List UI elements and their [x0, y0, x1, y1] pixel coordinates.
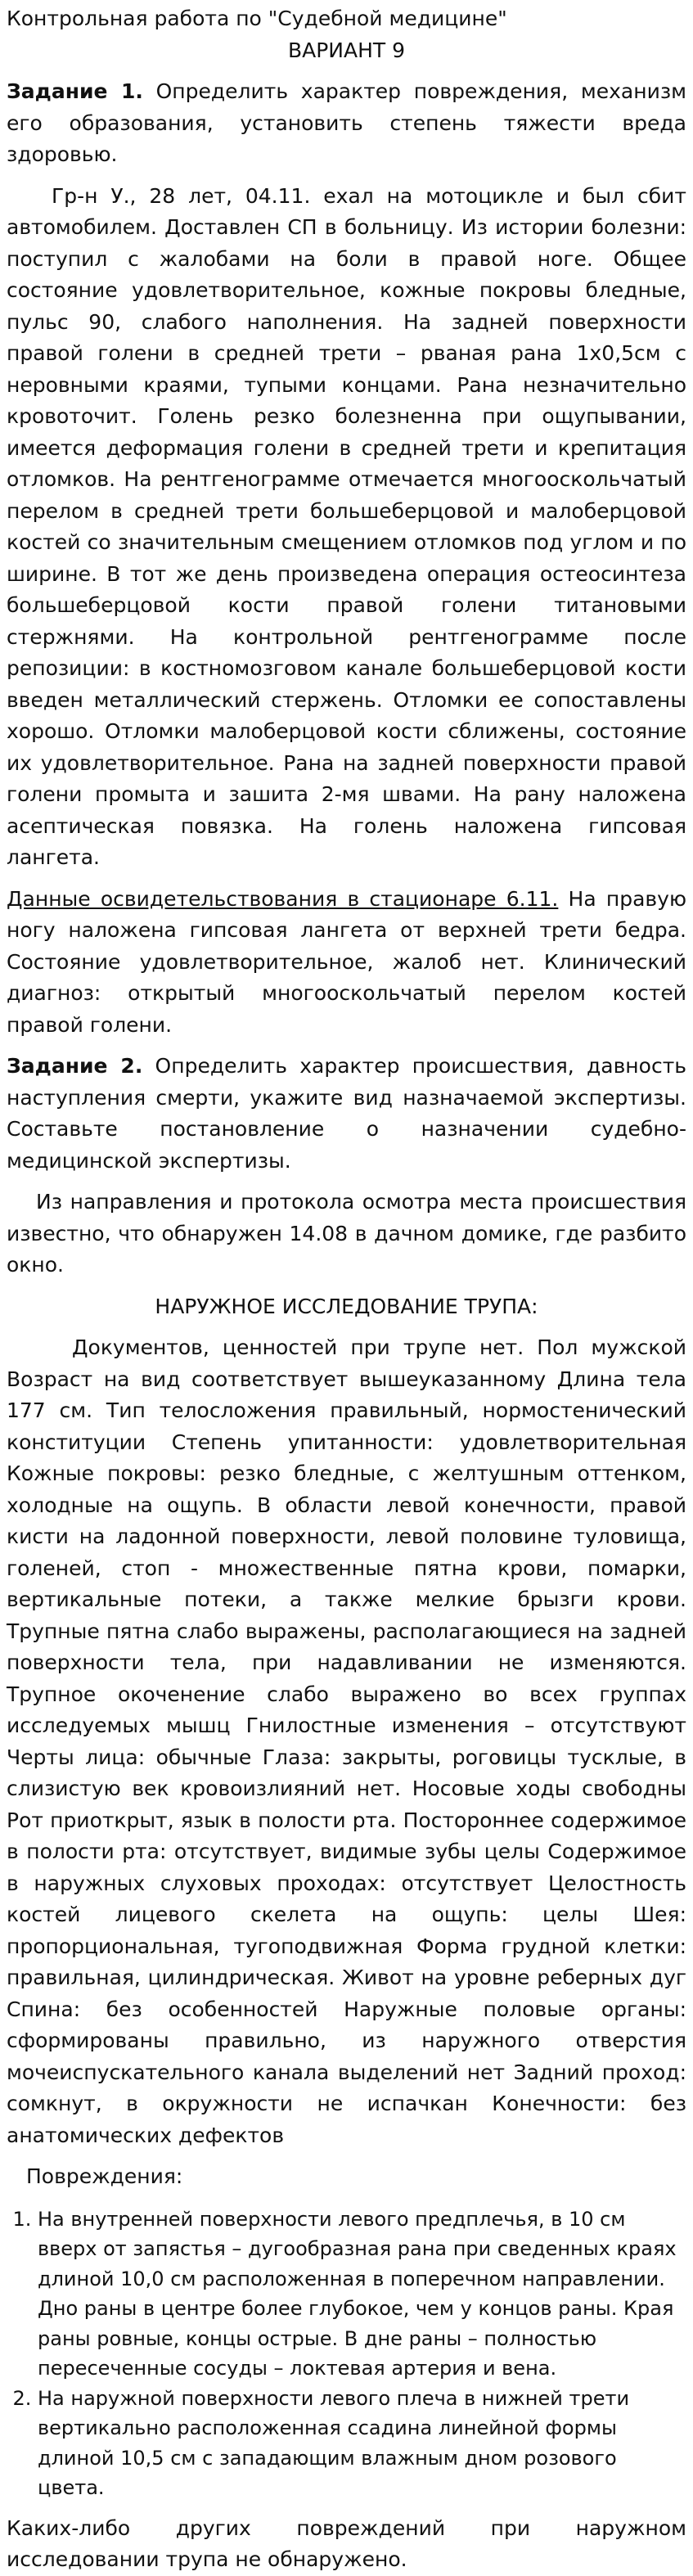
injuries-heading: Повреждения:	[26, 2164, 183, 2188]
injury-item: 1. На внутренней поверхности левого предплечья, в 10 см вверх от запястья – дугообразная рана при сведенных краях длиной 10,0 см расположенная в поперечном направлении. Дно раны в центре более глубокое, чем у концов раны. Края раны ровные, концы острые. В дне раны – полностью пересеченные сосуды – локтевая артерия и вена.	[38, 2204, 686, 2384]
external-exam-text: Документов, ценностей при трупе нет. Пол мужской Возраст на вид соответствует вышеуказанному Длина тела 177 см. Тип телосложения правильный, нормостенический конституции Степень упитанности: удовлетворительная Кожные покровы: резко бледные, с желтушным оттенком, холодные на ощупь. В области левой конечности, правой кисти на ладонной поверхности, левой половине туловища, голеней, стоп - множественные пятна крови, помарки, вертикальные потеки, а также мелкие брызги крови. Трупные пятна слабо выражены, располагающиеся на задней поверхности тела, при надавливании не изменяются. Трупное окоченение слабо выражено во всех группах исследуемых мышц Гнилостные изменения – отсутствуют Черты лица: обычные Глаза: закрыты, роговицы тусклые, в слизистую век кровоизлияний нет. Носовые ходы свободны Рот приоткрыт, язык в полости рта. Постороннее содержимое в полости рта: отсутствует, видимые зубы целы Содержимое в наружных слуховых проходах: отсутствует Целостность костей лицевого скелета на ощупь: целы Шея: пропорциональная, тугоподвижная Форма грудной клетки: правильная, цилиндрическая. Живот на уровне реберных дуг Спина: без особенностей Наружные половые органы: сформированы правильно, из наружного отверстия мочеиспускательного канала выделений нет Задний проход: сомкнут, в окружности не испачкан Конечности: без анатомических дефектов	[7, 1335, 686, 2147]
task2-text: Определить характер происшествия, давность наступления смерти, укажите вид назначаемой экспертизы. Составьте постановление о назначении судебно-медицинской экспертизы.	[7, 1054, 686, 1173]
task1-label: Задание 1.	[7, 79, 143, 103]
task1-exam	[7, 884, 686, 1042]
variant-heading: ВАРИАНТ 9	[287, 38, 406, 62]
task2-statement	[7, 1051, 686, 1177]
task1-case-text: Гр-н У., 28 лет, 04.11. ехал на мотоцикле и был сбит автомобилем. Доставлен СП в больницу. Из истории болезни: поступил с жалобами на боли в правой ноге. Общее состояние удовлетворительное, кожные покровы бледные, пульс 90, слабого наполнения. На задней поверхности правой голени в средней трети – рваная рана 1х0,5см с неровными краями, тупыми концами. Рана незначительно кровоточит. Голень резко болезненна при ощупывании, имеется деформация голени в средней трети и крепитация отломков. На рентгенограмме отмечается многооскольчатый перелом в средней трети большеберцовой и малоберцовой костей со значительным смещением отломков под углом и по ширине. В тот же день произведена операция остеосинтеза большеберцовой кости правой голени титановыми стержнями. На контрольной рентгенограмме после репозиции: в костномозговом канале большеберцовой кости введен металлический стержень. Отломки ее сопоставлены хорошо. Отломки малоберцовой кости сближены, состояние их удовлетворительное. Рана на задней поверхности правой голени промыта и зашита 2-мя швами. На рану наложена асептическая повязка. На голень наложена гипсовая лангета.	[7, 183, 686, 869]
task1-text: Определить характер повреждения, механизм его образования, установить степень тяжести вреда здоровью.	[7, 79, 686, 166]
task1-exam-text: На правую ногу наложена гипсовая лангета от верхней трети бедра. Состояние удовлетворительное, жалоб нет. Клинический диагноз: открытый многооскольчатый перелом костей правой голени.	[7, 886, 687, 1037]
task1-exam-label: Данные освидетельствования в стационаре 6.11.	[7, 886, 559, 911]
external-exam-heading: НАРУЖНОЕ ИССЛЕДОВАНИЕ ТРУПА:	[155, 1294, 538, 1318]
injury-item: 2. На наружной поверхности левого плеча в нижней трети вертикально расположенная ссадина линейной формы длиной 10,5 см с западающим влажным дном розового цвета.	[38, 2384, 686, 2503]
task1-statement	[7, 76, 686, 171]
conclusion-text: Каких-либо других повреждений при наружном исследовании трупа не обнаружено.	[7, 2515, 686, 2571]
document-title: Контрольная работа по "Судебной медицине"	[7, 7, 507, 30]
task2-scene-text: Из направления и протокола осмотра места происшествия известно, что обнаружен 14.08 в дачном домике, где разбито окно.	[7, 1190, 686, 1277]
injuries-list	[7, 2204, 686, 2503]
task2-label: Задание 2.	[7, 1054, 143, 1078]
